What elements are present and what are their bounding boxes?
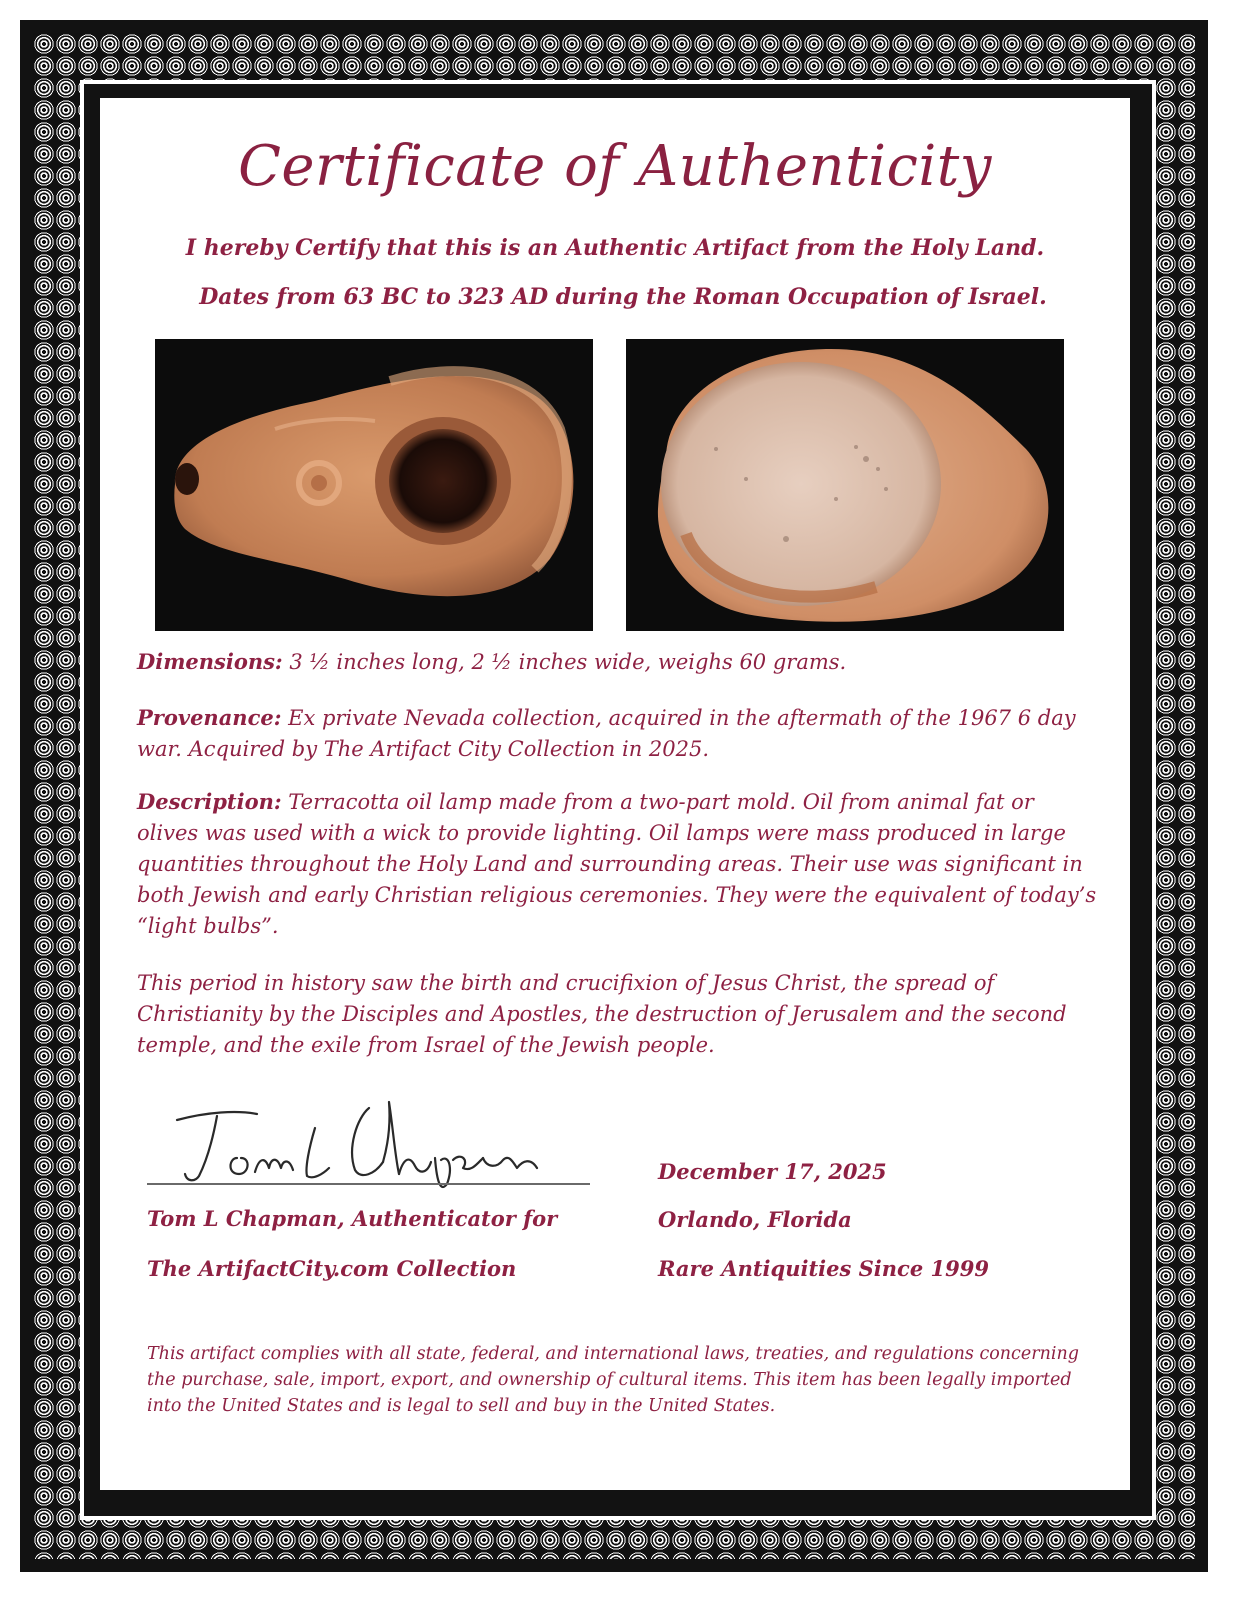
description-section xyxy=(137,786,1097,942)
dimensions-label: Dimensions: xyxy=(137,649,283,674)
history-paragraph: This period in history saw the birth and crucifixion of Jesus Christ, the spread of Christianity by the Disciples and Apostles, the destruction of Jerusalem and the second temple, and the exile from Israel of the Jewish people. xyxy=(137,971,1067,1057)
certify-statement: I hereby Certify that this is an Authentic Artifact from the Holy Land. xyxy=(185,235,1045,261)
certificate-location: Orlando, Florida xyxy=(658,1207,852,1232)
oil-lamp-top-icon xyxy=(155,339,593,631)
oil-lamp-bottom-icon xyxy=(626,339,1064,631)
collection-name: The ArtifactCity.com Collection xyxy=(147,1256,517,1281)
authenticator-name: Tom L Chapman, Authenticator for xyxy=(147,1206,558,1231)
dimensions-text: 3 ½ inches long, 2 ½ inches wide, weighs 60 grams. xyxy=(282,650,847,674)
handwritten-signature xyxy=(147,1088,592,1198)
artifact-photo-bottom xyxy=(626,339,1064,631)
provenance-label: Provenance: xyxy=(137,705,282,730)
dimensions-section xyxy=(137,646,1097,678)
company-tagline: Rare Antiquities Since 1999 xyxy=(658,1256,989,1281)
certificate-date: December 17, 2025 xyxy=(658,1159,887,1184)
description-label: Description: xyxy=(137,789,282,814)
date-range-statement: Dates from 63 BC to 323 AD during the Roman Occupation of Israel. xyxy=(199,284,1047,310)
provenance-section xyxy=(137,702,1097,765)
provenance-text: Ex private Nevada collection, acquired in the aftermath of the 1967 6 day war. Acquired by The Artifact City Collection in 2025. xyxy=(137,706,1076,761)
description-text: Terracotta oil lamp made from a two-part mold. Oil from animal fat or olives was used with a wick to provide lighting. Oil lamps were mass produced in large quantities throughout the Holy Land and surrounding areas. Their use was significant in both Jewish and early Christian religious ceremonies. They were the equivalent of today’s “light bulbs”. xyxy=(137,790,1097,938)
signature-line xyxy=(147,1183,590,1185)
artifact-photo-top xyxy=(155,339,593,631)
legal-compliance-notice: This artifact complies with all state, federal, and international laws, treaties, and regulations concerning the purchase, sale, import, export, and ownership of cultural items. This item has been legally imported into the United States and is legal to sell and buy in the United States. xyxy=(147,1344,1079,1416)
certificate-title: Certificate of Authenticity xyxy=(238,134,992,199)
